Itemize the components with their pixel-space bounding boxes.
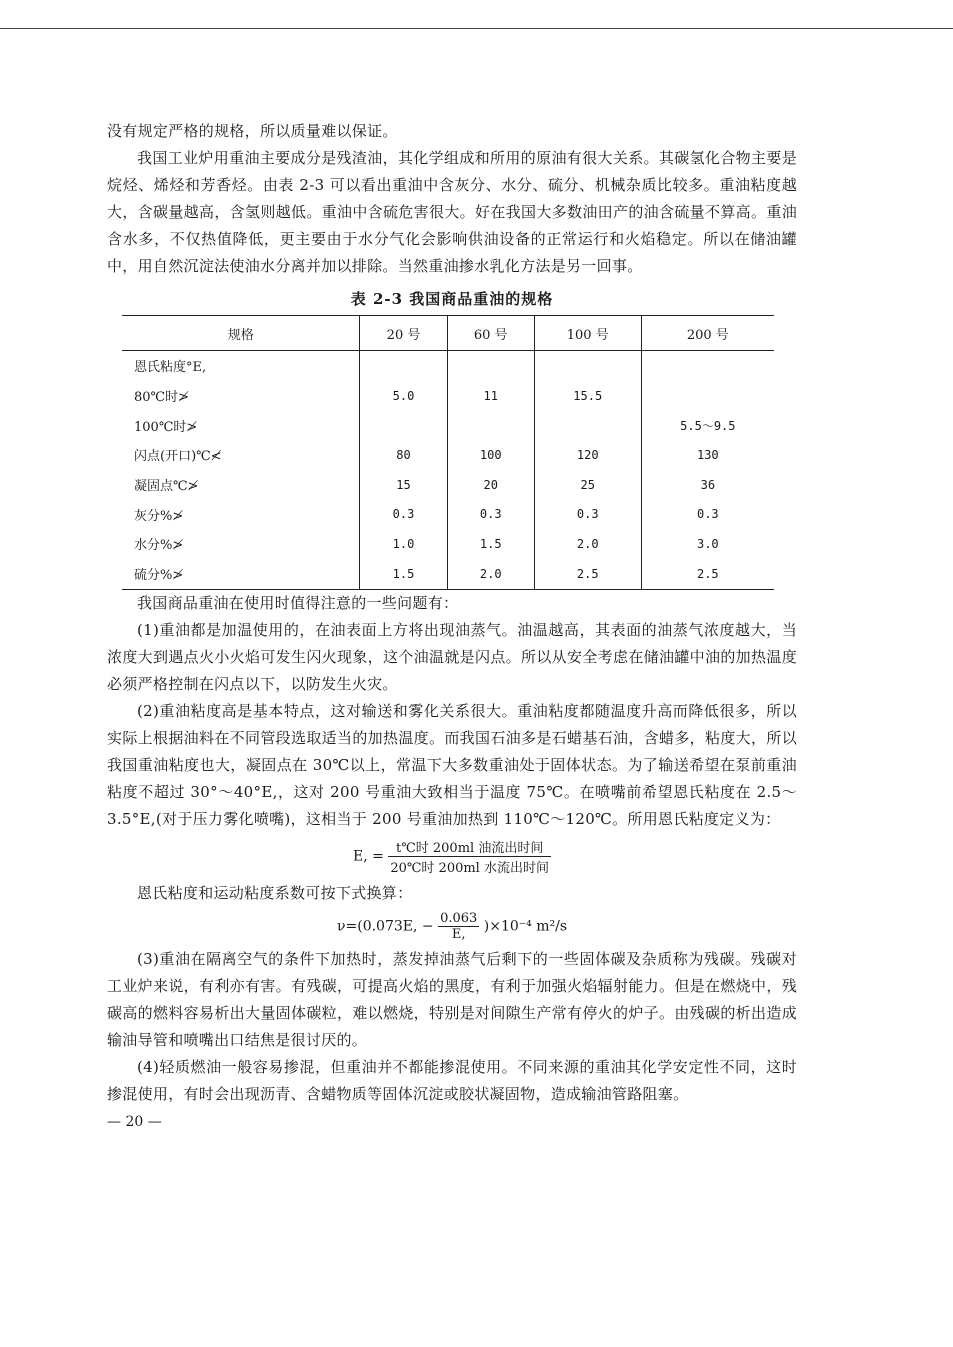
spec-table	[122, 315, 774, 590]
paragraph-composition: 我国工业炉用重油主要成分是残渣油，其化学组成和所用的原油有很大关系。其碳氢化合物主要是烷烃、烯烃和芳香烃。由表 2-3 可以看出重油中含灰分、水分、硫分、机械杂质比较多。重油粘度越大，含碳量越高，含氢则越低。重油中含硫危害很大。好在我国大多数油田产的油含硫量不算高。重油含水多，不仅热值降低，更主要由于水分气化会影响供油设备的正常运行和火焰稳定。所以在储油罐中，用自然沉淀法使油水分离并加以排除。当然重油掺水乳化方法是另一回事。	[107, 149, 797, 275]
paragraph-flash-point: (1)重油都是加温使用的，在油表面上方将出现油蒸气。油温越高，其表面的油蒸气浓度越大，当浓度大到遇点火小火焰可发生闪火现象，这个油温就是闪点。所以从安全考虑在储油罐中油的加热温度必须严格控制在闪点以下，以防发生火灾。	[107, 620, 797, 693]
formula-kinematic-viscosity	[107, 911, 797, 942]
table-cell: 100	[447, 440, 534, 470]
table-cell	[534, 351, 641, 381]
table-header-cell: 规格	[122, 316, 360, 351]
table-header-row	[122, 316, 774, 351]
formula-engler-viscosity	[107, 837, 797, 876]
table-cell: 130	[641, 440, 774, 470]
table-row-label: 水分%≯	[134, 538, 184, 554]
table-cell: 1.0	[360, 529, 447, 559]
table-cell	[447, 351, 534, 381]
table-cell: 3.0	[641, 529, 774, 559]
table-cell: 1.5	[360, 559, 447, 589]
table-cell	[447, 410, 534, 440]
table-cell	[641, 381, 774, 411]
table-cell: 0.3	[360, 499, 447, 529]
formula-denominator: 20℃时 200ml 水流出时间	[390, 860, 549, 876]
formula-fraction	[388, 837, 551, 876]
formula-numerator: 0.063	[440, 910, 478, 926]
table-row	[122, 559, 774, 589]
formula-lhs: E, =	[353, 848, 389, 864]
table-row-label: 恩氏粘度°E,	[134, 360, 207, 376]
page-content	[107, 118, 797, 1130]
table-cell: 5.5～9.5	[641, 410, 774, 440]
table-header-cell: 20 号	[360, 316, 447, 351]
table-cell: 0.3	[534, 499, 641, 529]
table-cell	[534, 410, 641, 440]
table-row	[122, 529, 774, 559]
table-cell: 5.0	[360, 381, 447, 411]
table-cell	[360, 351, 447, 381]
table-cell: 2.5	[534, 559, 641, 589]
table-row	[122, 470, 774, 500]
table-cell: 36	[641, 470, 774, 500]
table-row	[122, 351, 774, 381]
formula-denominator: E,	[451, 926, 466, 942]
table-row	[122, 440, 774, 470]
table-title: 表 2-3 我国商品重油的规格	[350, 290, 554, 308]
table-row	[122, 381, 774, 411]
table-cell: 1.5	[447, 529, 534, 559]
table-cell: 11	[447, 381, 534, 411]
table-cell: 20	[447, 470, 534, 500]
table-row-label: 硫分%≯	[134, 568, 184, 584]
table-cell	[641, 351, 774, 381]
table-row-label: 灰分%≯	[134, 508, 184, 524]
table-cell	[360, 410, 447, 440]
formula-numerator: t℃时 200ml 油流出时间	[388, 837, 551, 857]
table-cell: 15	[360, 470, 447, 500]
table-header-cell: 200 号	[641, 316, 774, 351]
table-cell: 2.5	[641, 559, 774, 589]
table-row-label: 80℃时≯	[134, 390, 189, 406]
table-cell: 15.5	[534, 381, 641, 411]
table-header-cell: 60 号	[447, 316, 534, 351]
table-header-cell: 100 号	[534, 316, 641, 351]
table-cell: 2.0	[447, 559, 534, 589]
table-row-label: 闪点(开口)℃≮	[134, 449, 222, 465]
table-row	[122, 499, 774, 529]
table-row-label: 100℃时≯	[134, 419, 198, 435]
table-cell: 120	[534, 440, 641, 470]
paragraph-conversion: 恩氏粘度和运动粘度系数可按下式换算：	[137, 883, 413, 902]
table-row-label: 凝固点℃≯	[134, 479, 199, 495]
formula-fraction	[438, 911, 479, 942]
paragraph-issues-intro: 我国商品重油在使用时值得注意的一些问题有：	[137, 593, 459, 612]
top-rule	[0, 28, 953, 29]
formula-lhs: ν=(0.073E, −	[336, 918, 439, 934]
paragraph-blending: (4)轻质燃油一般容易掺混，但重油并不都能掺混使用。不同来源的重油其化学安定性不同，这时掺混使用，有时会出现沥青、含蜡物质等固体沉淀或胶状凝固物，造成输油管路阻塞。	[107, 1057, 797, 1103]
table-row	[122, 410, 774, 440]
formula-rhs: )×10⁻⁴ m²/s	[483, 918, 567, 934]
paragraph-residual-carbon: (3)重油在隔离空气的条件下加热时，蒸发掉油蒸气后剩下的一些固体碳及杂质称为残碳。残碳对工业炉来说，有利亦有害。有残碳，可提高火焰的黑度，有利于加强火焰辐射能力。但是在燃烧中，残碳高的燃料容易析出大量固体碳粒，难以燃烧，特别是对间隙生产常有停火的炉子。由残碳的析出造成输油导管和喷嘴出口结焦是很讨厌的。	[107, 949, 797, 1049]
table-cell: 2.0	[534, 529, 641, 559]
intro-paragraph: 没有规定严格的规格，所以质量难以保证。	[107, 122, 398, 140]
table-cell: 0.3	[447, 499, 534, 529]
table-cell: 25	[534, 470, 641, 500]
table-cell: 80	[360, 440, 447, 470]
table-body	[122, 351, 774, 590]
page-number: — 20 —	[107, 1113, 162, 1130]
paragraph-viscosity: (2)重油粘度高是基本特点，这对输送和雾化关系很大。重油粘度都随温度升高而降低很多，所以实际上根据油料在不同管段选取适当的加热温度。而我国石油多是石蜡基石油，含蜡多，粘度大，所以我国重油粘度也大，凝固点在 30℃以上，常温下大多数重油处于固体状态。为了输送希望在泵前重油粘度不超过 30°～40°E,，这对 200 号重油大致相当于温度 75℃。在喷嘴前希望恩氏粘度在 2.5～3.5°E,(对于压力雾化喷嘴)，这相当于 200 号重油加热到 110℃～120℃。所用恩氏粘度定义为：	[107, 701, 797, 828]
table-cell: 0.3	[641, 499, 774, 529]
